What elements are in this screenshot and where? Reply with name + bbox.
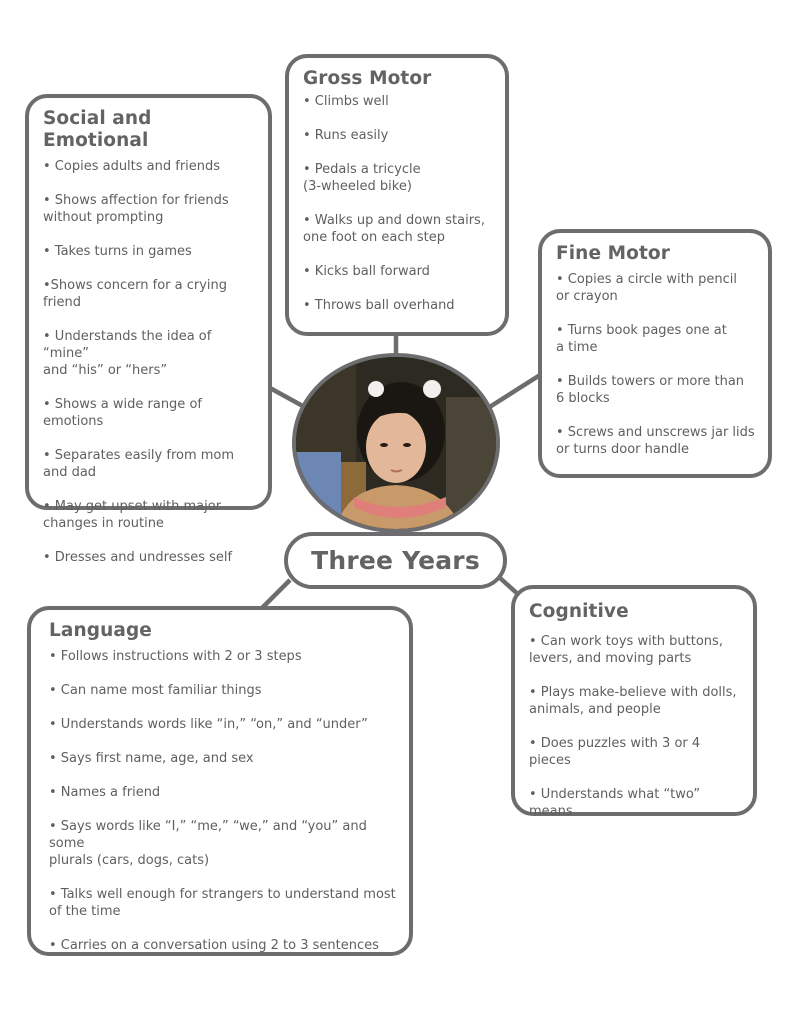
gross-motor-box xyxy=(285,54,509,336)
list-item: • Kicks ball forward xyxy=(303,264,430,279)
list-item: • Walks up and down stairs, one foot on each step xyxy=(303,213,485,245)
list-item: • Builds towers or more than 6 blocks xyxy=(556,374,745,406)
language-box xyxy=(27,606,413,956)
list-item: • Runs easily xyxy=(303,128,389,143)
list-item: • Copies adults and friends xyxy=(43,159,221,174)
gross-motor-list xyxy=(303,93,495,314)
gross-motor-heading: Gross Motor xyxy=(303,68,432,89)
fine-motor-list xyxy=(556,271,760,458)
list-item: • Names a friend xyxy=(49,785,161,800)
social-emotional-heading: Social and Emotional xyxy=(43,108,152,151)
child-photo-illustration xyxy=(296,357,496,529)
list-item: • Shows a wide range of emotions xyxy=(43,397,202,429)
language-heading: Language xyxy=(49,620,152,641)
list-item: • Separates easily from mom and dad xyxy=(43,448,235,480)
title-pill xyxy=(284,532,507,589)
list-item: • Takes turns in games xyxy=(43,244,192,259)
list-item: • Dresses and undresses self xyxy=(43,550,233,565)
cognitive-heading: Cognitive xyxy=(529,601,629,622)
list-item: • Understands words like “in,” “on,” and “under” xyxy=(49,717,368,732)
social-emotional-box xyxy=(25,94,272,565)
page-title: Three Years xyxy=(311,546,480,575)
list-item: • Talks well enough for strangers to understand most of the time xyxy=(49,887,396,919)
cognitive-box xyxy=(511,585,757,819)
list-item: • Says words like “I,” “me,” “we,” and “you” and some plurals (cars, dogs, cats) xyxy=(49,819,367,868)
connector-language xyxy=(262,580,290,608)
list-item: • Can name most familiar things xyxy=(49,683,262,698)
language-list xyxy=(49,648,399,954)
list-item: • May get upset with major changes in routine xyxy=(43,499,222,531)
list-item: • Pedals a tricycle (3-wheeled bike) xyxy=(303,162,421,194)
list-item: • Carries on a conversation using 2 to 3 sentences xyxy=(49,938,379,953)
cognitive-list xyxy=(529,633,745,820)
fine-motor-heading: Fine Motor xyxy=(556,243,670,264)
list-item: • Does puzzles with 3 or 4 pieces xyxy=(529,736,701,768)
list-item: • Shows affection for friends without prompting xyxy=(43,193,229,225)
list-item: • Says first name, age, and sex xyxy=(49,751,254,766)
fine-motor-box xyxy=(538,229,772,478)
list-item: • Follows instructions with 2 or 3 steps xyxy=(49,649,302,664)
connector-fine xyxy=(488,375,540,408)
list-item: •Shows concern for a crying friend xyxy=(43,278,228,310)
list-item: • Copies a circle with pencil or crayon xyxy=(556,272,737,304)
child-photo xyxy=(292,353,500,533)
list-item: • Turns book pages one at a time xyxy=(556,323,727,355)
list-item: • Climbs well xyxy=(303,94,389,109)
list-item: • Plays make-believe with dolls, animals, and people xyxy=(529,685,737,717)
list-item: • Understands what “two” means xyxy=(529,787,701,819)
list-item: • Understands the idea of “mine” and “his” or “hers” xyxy=(43,329,212,378)
list-item: • Throws ball overhand xyxy=(303,298,455,313)
list-item: • Can work toys with buttons, levers, and moving parts xyxy=(529,634,723,666)
social-emotional-list xyxy=(43,158,258,566)
list-item: • Screws and unscrews jar lids or turns door handle xyxy=(556,425,755,457)
